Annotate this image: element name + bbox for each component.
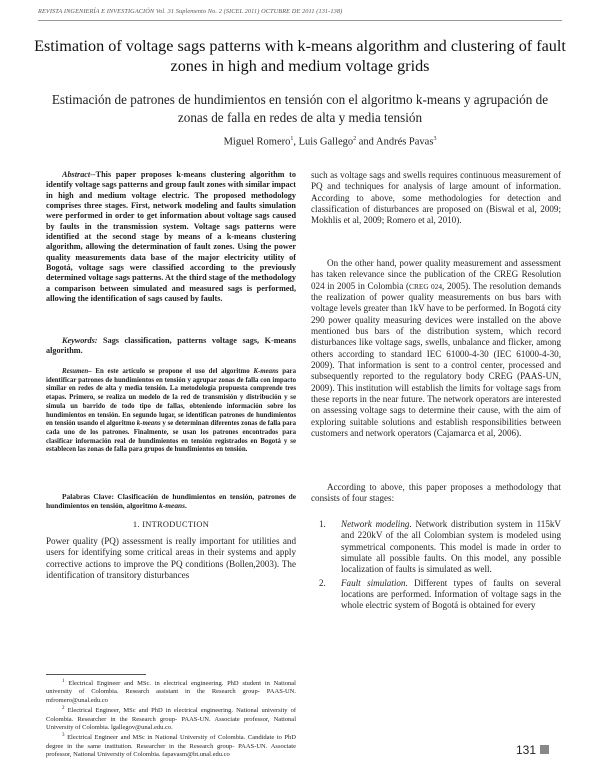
list-lead: Fault simulation <box>341 577 406 588</box>
footnote-text: Electrical Engineer and MSc in National University of Colombia. Candidate to PhD degree in the same institution. Researcher in the Research group- PAAS-UN. Associate professor, National University of Colombia. fapavasm@bt.unal.edu.co <box>46 734 296 758</box>
resumen-italic: K-means <box>253 368 279 375</box>
author-name: Luis Gallego <box>298 136 354 148</box>
resumen-italic: k-means <box>136 420 161 428</box>
header-rule <box>38 20 562 21</box>
author-mark: 2 <box>353 136 357 142</box>
author-name: Miguel Romero <box>223 136 291 148</box>
paragraph-text: On the other hand, power quality measurement and assessment has taken relevance since the publication of the CREG Resolution 024 in 2005 in Colombia ( <box>311 258 561 291</box>
stages-list <box>311 519 561 614</box>
resumen-text: para identificar patrones de hundimientos en tensión y agrupar zonas de falla con impacto similar en redes de alta y media tensión. La metodología propuesta comprende tres etapas. Primero, se realiza un modelo de la red de transmisión y distribución y se simula un barrido de todo tipo de fallas, obteniendo información sobre los hundimientos en tensión. En segundo lugar, se identifican patrones de hundimientos en tensión usando el algoritmo <box>46 368 296 428</box>
list-text: . Network distribution system in 115kV and 220kV of the all Colombian system is modeled using symmetrical components. This model is made in order to simulate all possible faults. On this model, any possible localization of faults is simulated as well. <box>341 519 561 575</box>
keywords-text: Sags classification, patterns voltage sags, K-means algorithm. <box>46 336 296 356</box>
footnote-mark: 2 <box>62 706 65 712</box>
author-list <box>180 136 480 148</box>
list-text: . Different types of faults on several locations are performed. Information of voltage sags in the whole electric system of Bogotá is obtained for every <box>341 577 561 611</box>
page-number: 131 <box>516 743 537 757</box>
resumen-text: En este artículo se propone el uso del algoritmo <box>91 368 254 375</box>
right-paragraph-1: such as voltage sags and swells requires continuous measurement of PQ and techniques for analysis of large amount of information. According to above, some methodologies for detection and classification of disturbances are proposed on (Biswal et al, 2009; Mokhlis et al, 2009; Romero et al, 2010). <box>311 170 561 226</box>
list-item <box>311 519 561 576</box>
footnote <box>46 705 296 732</box>
right-paragraph-2 <box>311 258 561 440</box>
resumen <box>46 368 296 455</box>
author-mark: 3 <box>433 136 437 142</box>
paragraph-text: , 2005). The resolution demands the realization of power quality measurements on bus bars with voltage levels greater than 1kV have to be performed. In Bogotá city 290 power quality measuring devices were installed on the above mentioned bus bars of the distribution system, which record disturbances like voltage sags, swells, unbalance and flicker, among others according to standard IEC 61000-4-30 (IEC 61000-4-30, 2009). That information is sent to a control center, processed and subsequently reported to the regulatory body CREG (PAAS-UN, 2009). This institution will establish the limits for voltage sags from these reports in the near future. The network operators are interested on assessing voltage sags to determine their cause, with the aim of exploring suitable solutions and establish responsibilities between customers and network operators (Cajamarca et al, 2006). <box>311 280 561 439</box>
paragraph-text: CREG 024 <box>409 281 443 291</box>
abstract <box>46 170 296 304</box>
palabras-text: Clasificación de hundimientos en tensión, patrones de hundimientos en tensión, algoritmo <box>46 492 296 511</box>
author-mark: 1 <box>290 136 294 142</box>
footnote-mark: 3 <box>62 733 65 739</box>
abstract-text: This paper proposes k-means clustering algorithm to identify voltage sags patterns and group fault zones with similar impact in high and medium voltage electric. The proposed methodology comprises three stages. First, network modeling and faults simulation were performed in order to get information about voltage sags caused by faults in the transmission system. Voltage sags patterns were identified at the second stage by means of a k-means clustering algorithm, allowing the determination of fault zones. Using the power quality measurements data base of the major electricity utility of Bogotá, voltage sags were classified according to the previously determined voltage sags patterns. At the third stage of the methodology a comparison between simulated and measured sags is performed, allowing the identification of sags caused by faults. <box>46 170 296 304</box>
title-spanish: Estimación de patrones de hundimientos en tensión con el algoritmo k-means y agrupación de zonas de falla en redes de alta y media tensión <box>51 92 549 125</box>
palabras-label: Palabras Clave: <box>62 492 114 501</box>
section-heading-introduction: 1. INTRODUCTION <box>132 520 210 529</box>
right-paragraph-3: According to above, this paper proposes a methodology that consists of four stages: <box>311 482 561 504</box>
palabras-text: . <box>185 501 187 511</box>
footnote-text: Electrical Engineer and MSc. in electrical engineering. PhD student in National university of Colombia. Research assistant in the Research group- PAAS-UN. mfromero@unal.edu.co <box>46 680 296 704</box>
keywords <box>46 336 296 357</box>
list-number: 2. <box>319 577 326 588</box>
footnote <box>46 732 296 759</box>
list-item <box>311 578 561 612</box>
author-separator: , <box>293 136 299 148</box>
footnote-text: Electrical Engineer, MSc and PhD in electrical engineering. National university of Colombia. Researcher in the Research group- PAAS-UN. Associate professor, National University of Colombia. lgallegov@unal.edu.co. <box>46 707 297 731</box>
palabras-clave <box>46 492 296 511</box>
resumen-label: Resumen– <box>62 368 92 375</box>
abstract-label: Abstract-- <box>62 170 96 179</box>
list-lead: Network modeling <box>341 519 410 529</box>
author-separator: and <box>356 136 376 148</box>
running-head: REVISTA INGENIERÍA E INVESTIGACIÓN Vol. 31 Suplemento No. 2 (SICEL 2011) OCTUBRE DE 2011 (131-138) <box>38 8 343 15</box>
author-name: Andrés Pavas <box>375 136 434 148</box>
footnote-rule <box>46 674 146 675</box>
palabras-italic: k-means <box>159 501 186 511</box>
keywords-label: Keywords: <box>62 336 98 345</box>
list-number: 1. <box>319 519 326 529</box>
resumen-text: y se determinan diferentes zonas de falla para cada uno de los patrones. Finalmente, se usan los patrones encontrados para clasificar información real de hundimientos en tensión registrados en Bogotá y se establecen las zonas de falla para grupos de hundimientos en tensión. <box>46 420 297 454</box>
title-english: Estimation of voltage sags patterns with k-means algorithm and clustering of fault zones in high and medium voltage grids <box>34 37 566 75</box>
page-marker-square <box>540 745 549 754</box>
footnote <box>46 678 296 705</box>
footnote-mark: 1 <box>62 679 65 684</box>
intro-paragraph: Power quality (PQ) assessment is really important for utilities and users for identifying some critical areas in their systems and apply corrective actions to improve the PQ conditions (Bollen,2003). The identification of transitory disturbances <box>46 536 296 581</box>
footnotes <box>46 678 296 759</box>
